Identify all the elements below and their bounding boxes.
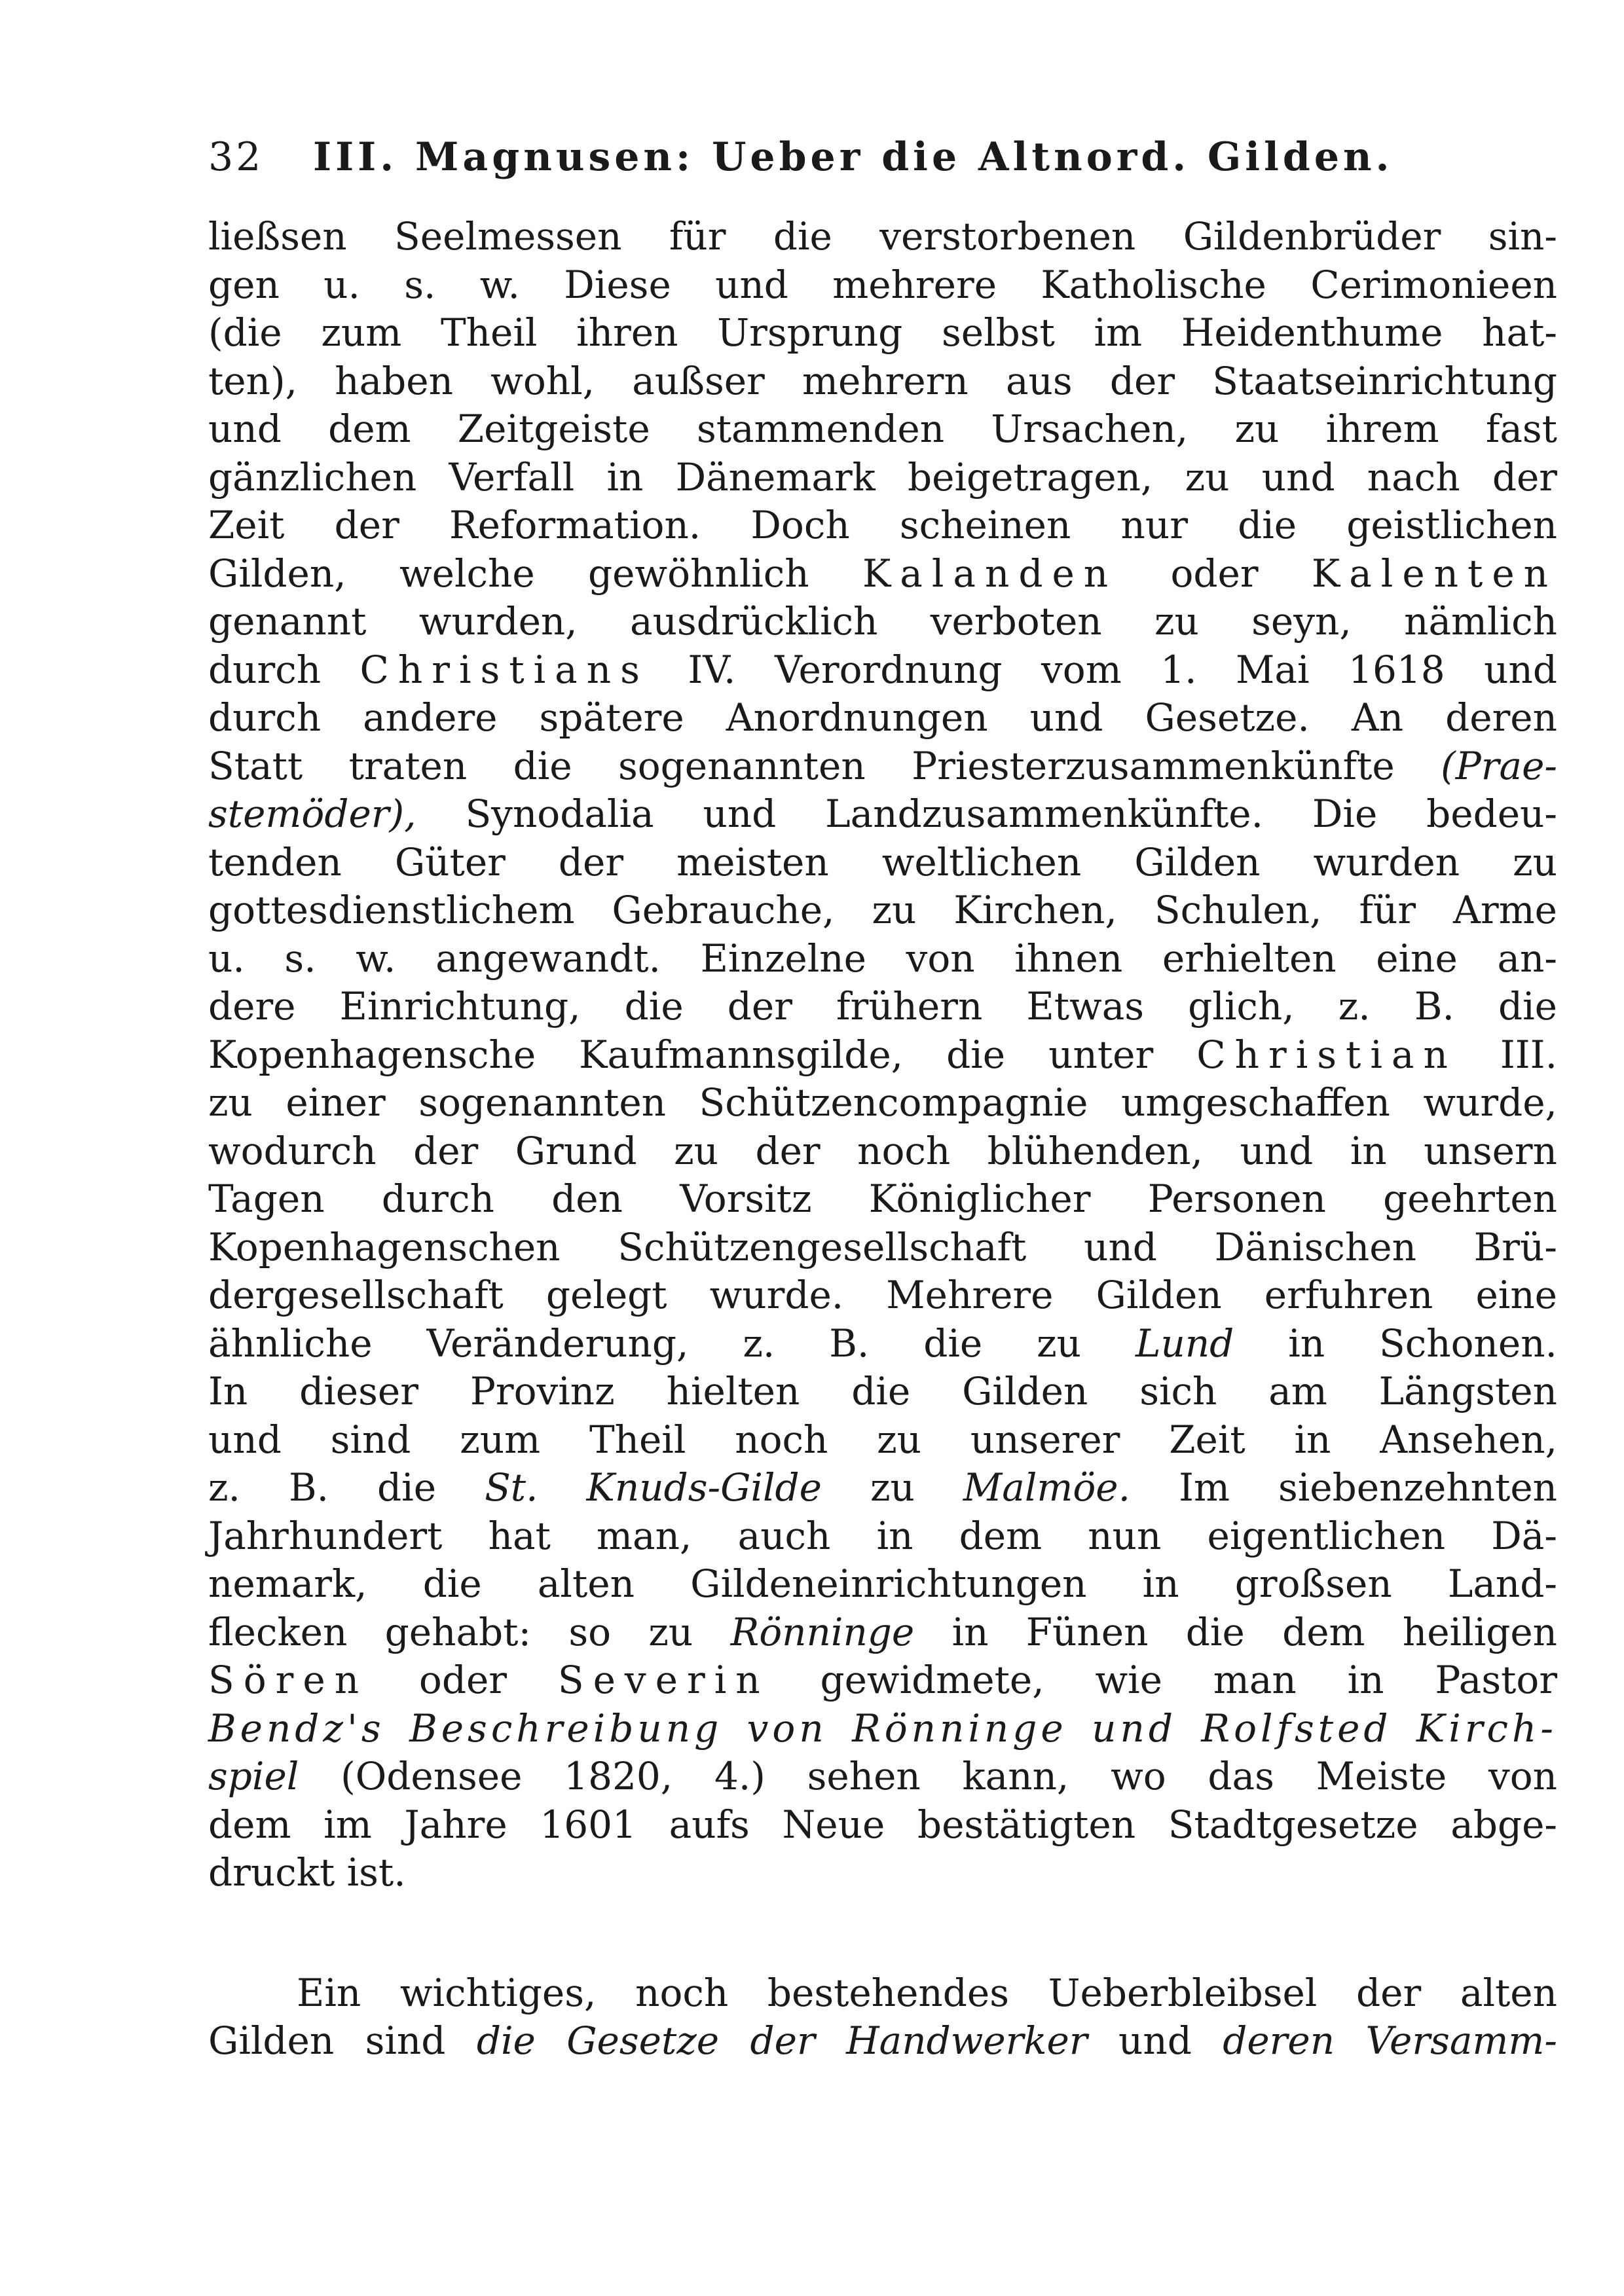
text-run: IV. Verordnung vom 1. Mai 1618 und [688,647,1557,692]
text-run: Gilden sind [208,2018,446,2063]
italic-place: Malmöe. [963,1465,1131,1510]
text-line: zu einer sogenannten Schützencompagnie umgeschaffen wurde, [208,1080,1557,1125]
text-line: In dieser Provinz hielten die Gilden sich am Längsten [208,1369,1557,1413]
text-line: druckt ist. [208,1850,406,1895]
text-line: Zeit der Reformation. Doch scheinen nur die geistlichen [208,503,1557,547]
text-line: Kopenhagenschen Schützengesellschaft und Dänischen Brü- [208,1224,1557,1269]
italic-place: Rönninge [730,1609,915,1654]
text-run: durch [208,647,322,692]
text-line [208,2017,1557,2066]
italic-term: die Gesetze der Handwerker [476,2018,1088,2063]
text-run: Im siebenzehnten [1179,1465,1558,1510]
text-line [208,742,1557,791]
text-line: dere Einrichtung, die der frühern Etwas glich, z. B. die [208,984,1557,1029]
text-run: in Fünen die dem heiligen [951,1609,1558,1654]
spaced-name: Severin [557,1658,769,1702]
text-run: zu [870,1465,915,1510]
text-line [208,1464,1557,1512]
text-line [208,1609,1557,1657]
text-line: Ein wichtiges, noch bestehendes Ueberbleibsel der alten [297,1970,1557,2015]
text-line: u. s. w. angewandt. Einzelne von ihnen erhielten eine an- [208,936,1557,981]
text-line: Tagen durch den Vorsitz Königlicher Personen geehrten [208,1176,1557,1221]
text-line: tenden Güter der meisten weltlichen Gilden wurden zu [208,839,1557,884]
italic-citation: Bendz's Beschreibung von Rönninge und Rolfsted Kirch- [208,1705,1557,1751]
italic-term: St. Knuds-Gilde [485,1465,822,1510]
text-line: und dem Zeitgeiste stammenden Ursachen, zu ihrem fast [208,407,1557,451]
text-line: nemark, die alten Gildeneinrichtungen in großsen Land- [208,1561,1557,1606]
text-run: (Odensee 1820, 4.) sehen kann, wo das Meiste von [341,1754,1558,1798]
text-line [208,1705,1557,1753]
text-run: Kopenhagensche Kaufmannsgilde, die unter [208,1032,1154,1077]
text-run: z. B. die [208,1465,437,1510]
text-run: ähnliche Veränderung, z. B. die zu [208,1321,1082,1366]
text-line: gen u. s. w. Diese und mehrere Katholische Cerimonieen [208,262,1557,307]
text-line: (die zum Theil ihren Ursprung selbst im Heidenthume hat- [208,310,1557,355]
spaced-name: Kalanden [862,551,1118,596]
text-line [208,1753,1557,1801]
text-line: ließsen Seelmessen für die verstorbenen Gildenbrüder sin- [208,214,1557,259]
paragraph [208,213,1557,1897]
text-run: oder [418,1658,507,1702]
text-line: dergesellschaft gelegt wurde. Mehrere Gilden erfuhren eine [208,1273,1557,1317]
text-line: gottesdienstlichem Gebrauche, zu Kirchen, Schulen, für Arme [208,888,1557,932]
text-line: ten), haben wohl, außser mehrern aus der Staatseinrichtung [208,358,1557,403]
body-text [208,213,1557,2066]
italic-place: Lund [1135,1321,1234,1366]
text-line: genannt wurden, ausdrücklich verboten zu seyn, nämlich [208,599,1557,644]
page-number: 32 [208,134,264,180]
spaced-name: Christian [1196,1032,1457,1077]
text-run: III. [1500,1032,1558,1077]
text-run: Statt traten die sogenannten Priesterzusammenkünfte [208,743,1395,788]
spaced-name: Christians [360,647,649,692]
italic-term: stemöder), [208,792,416,836]
text-run: und [1118,2018,1192,2063]
text-run: oder [1170,551,1259,596]
text-run: gewidmete, wie man in Pastor [820,1658,1558,1702]
text-line: und sind zum Theil noch zu unserer Zeit in Ansehen, [208,1417,1557,1462]
running-title: III. Magnusen: Ueber die Altnord. Gilden. [313,134,1393,180]
text-run: Synodalia und Landzusammenkünfte. Die bedeu- [465,792,1558,836]
text-line [208,1656,1557,1705]
text-line: dem im Jahre 1601 aufs Neue bestätigten Stadtgesetze abge- [208,1802,1557,1847]
running-head [208,134,1472,187]
paragraph [208,1969,1557,2066]
text-line: Jahrhundert hat man, auch in dem nun eigentlichen Dä- [208,1513,1557,1558]
italic-citation: spiel [208,1754,299,1798]
text-line [208,790,1557,839]
paragraph-gap [208,1897,1557,1969]
text-run: flecken gehabt: so zu [208,1609,693,1654]
text-line [208,646,1557,695]
spaced-name: Kalenten [1311,551,1558,596]
text-line: wodurch der Grund zu der noch blühenden, und in unsern [208,1128,1557,1173]
text-run: in Schonen. [1288,1321,1557,1366]
text-line: durch andere spätere Anordnungen und Gesetze. An deren [208,695,1557,740]
text-line [208,1031,1557,1080]
text-line [208,1320,1557,1368]
text-line [208,550,1557,598]
italic-term: (Prae- [1441,743,1557,788]
spaced-name: Sören [208,1658,369,1702]
text-line: gänzlichen Verfall in Dänemark beigetragen, zu und nach der [208,454,1557,500]
italic-term: deren Versamm- [1223,2018,1558,2063]
text-run: Gilden, welche gewöhnlich [208,551,809,596]
